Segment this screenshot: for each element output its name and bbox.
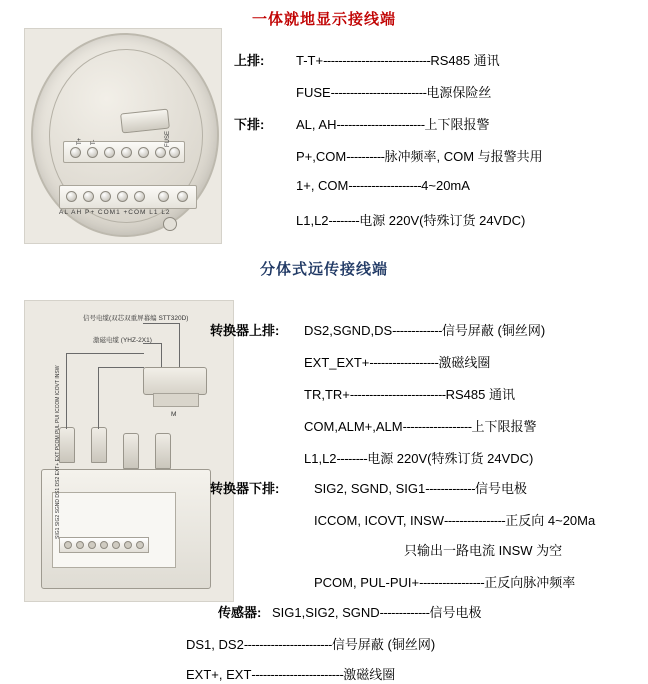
terminal-line-sensor-sig [272, 602, 481, 621]
terminal-screw [134, 191, 145, 202]
terminal-screw [104, 147, 115, 158]
terminal-line-p-com [296, 146, 543, 165]
coil-leader-line [161, 343, 162, 369]
terminal-name: FUSE [296, 85, 331, 100]
converter-terminal-area [52, 365, 176, 568]
ground-screw [163, 217, 177, 231]
label-upper-row [234, 50, 264, 69]
terminal-description: 正反向 4~20Ma [505, 513, 596, 528]
terminal-screw [87, 147, 98, 158]
converter-lower-row-label: 转换器下排: [210, 481, 280, 496]
terminal-screw [88, 541, 96, 549]
terminal-name: P+,COM [296, 149, 347, 164]
terminal-description: 信号屏蔽 (铜丝网) [441, 323, 546, 338]
terminal-label-fuse: FUSE [165, 130, 171, 147]
cable-leader-line [179, 323, 180, 367]
terminal-row-labels: AL AH P+ COM1 +COM L1 L2 [59, 209, 171, 216]
terminal-description: 信号屏蔽 (铜丝网) [331, 637, 436, 652]
sensor-head-shape [143, 367, 207, 395]
leader-line: ------------------- [348, 178, 422, 193]
terminal-description: RS485 通讯 [445, 387, 515, 402]
leader-line: ---------------- [444, 513, 506, 528]
terminal-line-al-ah [296, 114, 490, 133]
terminal-description: 正反向脉冲频率 [484, 575, 576, 590]
leader-line: ------------------------- [330, 85, 427, 100]
leader-line: -------- [328, 213, 360, 228]
terminal-description: 信号电极 [475, 481, 528, 496]
leader-line: ------------------ [369, 355, 439, 370]
terminal-line-ds2-sgnd-ds [304, 320, 545, 339]
terminal-screw [121, 147, 132, 158]
terminal-label-t-plus: T+ [77, 137, 83, 145]
leader-line: ---------------------------- [323, 53, 431, 68]
terminal-line-sensor-ext [186, 664, 395, 683]
terminal-screw [155, 147, 166, 158]
terminal-line-1-com [296, 178, 470, 193]
conduit-stud [123, 433, 139, 469]
terminal-name: AL, AH [296, 117, 337, 132]
terminal-screw [112, 541, 120, 549]
terminal-name: L1,L2 [304, 451, 337, 466]
terminal-screw [158, 191, 169, 202]
terminal-screw [138, 147, 149, 158]
terminal-description: 上下限报警 [424, 117, 490, 132]
terminal-screw [169, 147, 180, 158]
terminal-description: 电源 220V(特殊订货 24VDC) [359, 213, 526, 228]
conduit-stud [91, 427, 107, 463]
terminal-name: DS1, DS2 [186, 637, 244, 652]
terminal-screw [66, 191, 77, 202]
terminal-line-pcom-pul-pui [314, 572, 575, 591]
terminal-description: 信号电极 [429, 605, 482, 620]
label-sensor-row [218, 602, 261, 621]
terminal-screw [64, 541, 72, 549]
terminal-screw [177, 191, 188, 202]
terminal-name: ICCOM, ICOVT, INSW [314, 513, 444, 528]
leader-line: -------- [336, 451, 368, 466]
terminal-line-sig2-sgnd-sig1 [314, 478, 527, 497]
terminal-line-fuse [296, 82, 491, 101]
leader-line: ------------------------- [349, 387, 446, 402]
terminal-name: TR,TR+ [304, 387, 350, 402]
conduit-stud [59, 427, 75, 463]
terminal-name: DS2,SGND,DS [304, 323, 393, 338]
terminal-name: 1+, COM [296, 178, 349, 193]
terminal-name: SIG2, SGND, SIG1 [314, 481, 426, 496]
converter-upper-row-label: 转换器上排: [210, 323, 280, 338]
lower-row-label: 下排: [234, 117, 265, 132]
single-output-note: 只输出一路电流 INSW 为空 [404, 543, 563, 558]
terminal-description: 激磁线圈 [343, 667, 396, 682]
leader-line: ----------------- [419, 575, 485, 590]
label-converter-upper-row [210, 320, 279, 339]
sensor-row-label: 传感器: [218, 605, 262, 620]
leader-line: ----------------------- [243, 637, 332, 652]
terminal-description: 激磁线圈 [438, 355, 491, 370]
leader-line: ----------------------- [336, 117, 425, 132]
cable-leader-line [143, 323, 179, 324]
terminal-line-l1-l2 [296, 210, 525, 229]
upper-row-label: 上排: [234, 53, 265, 68]
leader-line: ---------- [346, 149, 385, 164]
conduit-stud [155, 433, 171, 469]
terminal-label-t-minus: T- [91, 139, 97, 145]
page-title: 一体就地显示接线端 [251, 11, 396, 28]
terminal-screw [136, 541, 144, 549]
sensor-marker-label: M [171, 411, 177, 418]
terminal-screw [83, 191, 94, 202]
terminal-description: 电源 220V(特殊订货 24VDC) [367, 451, 534, 466]
terminal-name: EXT_EXT+ [304, 355, 370, 370]
terminal-line-t-rs485 [296, 50, 500, 69]
leader-line: ------------- [379, 605, 430, 620]
converter-terminal-labels: SIG1 SIG2 SGND DS1 DS2 EXT+ EXT PCOM PUL PUI ICCOM ICOVT INSW [55, 365, 61, 539]
terminal-description: 4~20mA [421, 178, 470, 193]
terminal-description: 脉冲频率, COM 与报警共用 [384, 149, 543, 164]
lower-terminal-block [59, 185, 197, 209]
terminal-screw [76, 541, 84, 549]
terminal-name: L1,L2 [296, 213, 329, 228]
signal-cable-label: 信号电缆(双芯双重屏幕编 STT320D) [83, 315, 189, 322]
leader-line: ------------- [425, 481, 476, 496]
cable-run [98, 367, 99, 429]
leader-line: ------------------ [402, 419, 472, 434]
label-converter-lower-row [210, 478, 279, 497]
terminal-line-com-alm [304, 416, 537, 435]
leader-line: ------------------------ [251, 667, 344, 682]
section-subtitle: 分体式远传接线端 [259, 261, 388, 278]
terminal-screw [117, 191, 128, 202]
terminal-screw [70, 147, 81, 158]
terminal-line-iccom-icovt-insw [314, 510, 595, 529]
terminal-line-sensor-ds [186, 634, 435, 653]
terminal-line-tr [304, 384, 515, 403]
cable-run [66, 353, 144, 354]
converter-terminal-strip [59, 537, 149, 553]
terminal-name: SIG1,SIG2, SGND [272, 605, 380, 620]
terminal-screw [100, 541, 108, 549]
cable-run [66, 353, 67, 429]
terminal-screw [124, 541, 132, 549]
terminal-name: T-T+ [296, 53, 324, 68]
terminal-name: PCOM, PUL-PUI+ [314, 575, 420, 590]
excitation-cable-label: 激磁电缆 (YHZ-2X1) [93, 337, 152, 344]
terminal-line-converter-l1-l2 [304, 448, 533, 467]
terminal-name: EXT+, EXT [186, 667, 252, 682]
terminal-description: 上下限报警 [471, 419, 537, 434]
terminal-description: RS485 通讯 [430, 53, 500, 68]
terminal-screw [100, 191, 111, 202]
terminal-name: COM,ALM+,ALM [304, 419, 403, 434]
cable-run [98, 367, 144, 368]
converter-enclosure [41, 365, 211, 589]
coil-leader-line [143, 343, 161, 344]
sensor-flange [153, 393, 199, 407]
remote-converter-wiring-photo [24, 300, 234, 602]
label-lower-row [234, 114, 264, 133]
integrated-display-terminal-photo [24, 28, 222, 244]
terminal-line-ext [304, 352, 490, 371]
leader-line: ------------- [392, 323, 442, 338]
terminal-description: 电源保险丝 [426, 85, 492, 100]
